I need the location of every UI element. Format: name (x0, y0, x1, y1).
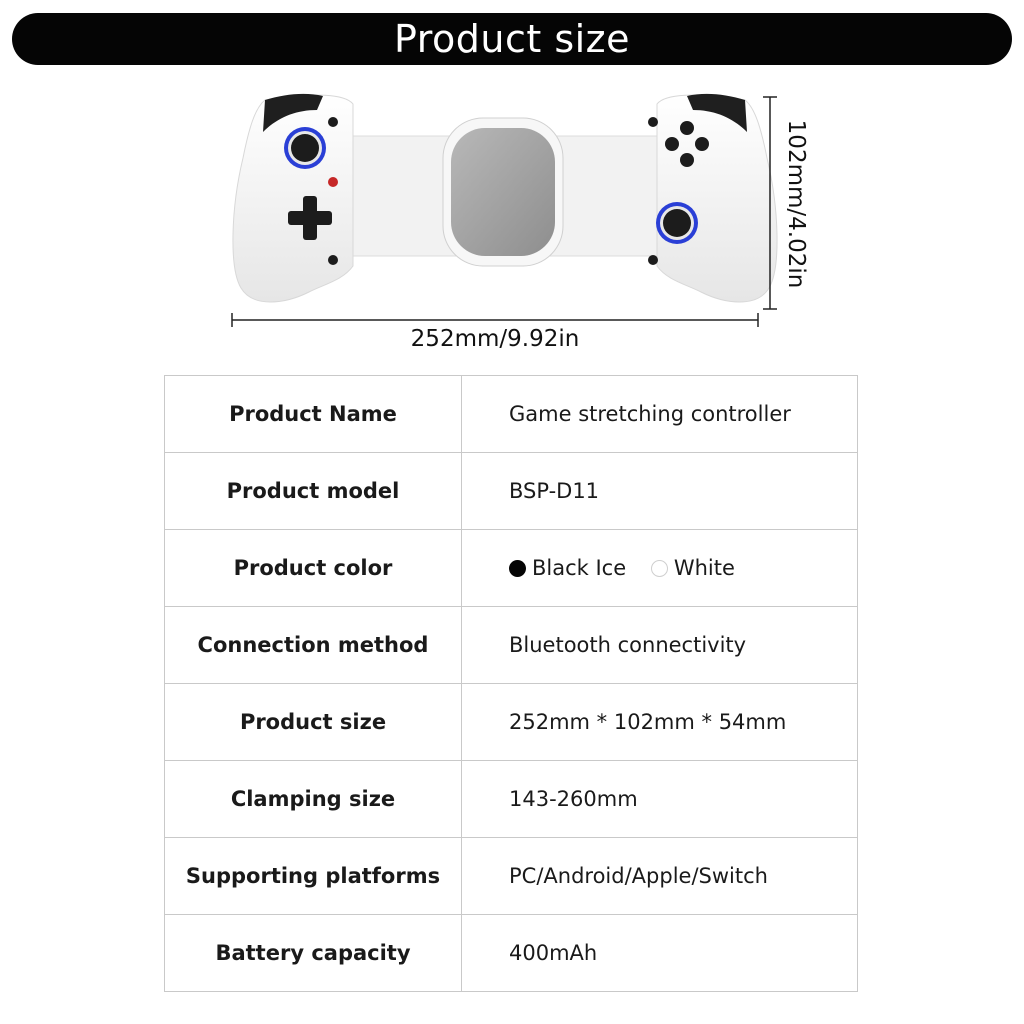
width-label: 252mm/9.92in (410, 326, 580, 352)
title-banner (12, 13, 1012, 65)
spec-value: Bluetooth connectivity (462, 607, 858, 684)
color-options (462, 530, 858, 607)
spec-label: Supporting platforms (165, 838, 462, 915)
spec-table (164, 375, 858, 992)
right-grip (657, 95, 777, 302)
spec-value: 252mm * 102mm * 54mm (462, 684, 858, 761)
spec-value: BSP-D11 (462, 453, 858, 530)
table-row (165, 761, 858, 838)
white-swatch-icon (651, 560, 668, 577)
spec-value: Game stretching controller (462, 376, 858, 453)
table-row (165, 607, 858, 684)
spec-value: 143-260mm (462, 761, 858, 838)
black-swatch-icon (509, 560, 526, 577)
table-row (165, 684, 858, 761)
color-option-black (509, 556, 626, 580)
color-name: Black Ice (532, 556, 627, 580)
spec-label: Clamping size (165, 761, 462, 838)
spec-label: Battery capacity (165, 915, 462, 992)
spec-label: Product color (165, 530, 462, 607)
color-name: White (673, 556, 735, 580)
spec-value: PC/Android/Apple/Switch (462, 838, 858, 915)
spec-value: 400mAh (462, 915, 858, 992)
height-label: 102mm/4.02in (783, 119, 809, 289)
table-row (165, 453, 858, 530)
spec-label: Connection method (165, 607, 462, 684)
spec-label: Product size (165, 684, 462, 761)
table-row (165, 376, 858, 453)
spec-label: Product model (165, 453, 462, 530)
controller-image (225, 88, 785, 333)
page-title: Product size (393, 17, 631, 61)
spec-label: Product Name (165, 376, 462, 453)
table-row (165, 530, 858, 607)
table-row (165, 915, 858, 992)
width-dimension-line (232, 313, 758, 327)
table-row (165, 838, 858, 915)
color-option-white (651, 556, 735, 580)
